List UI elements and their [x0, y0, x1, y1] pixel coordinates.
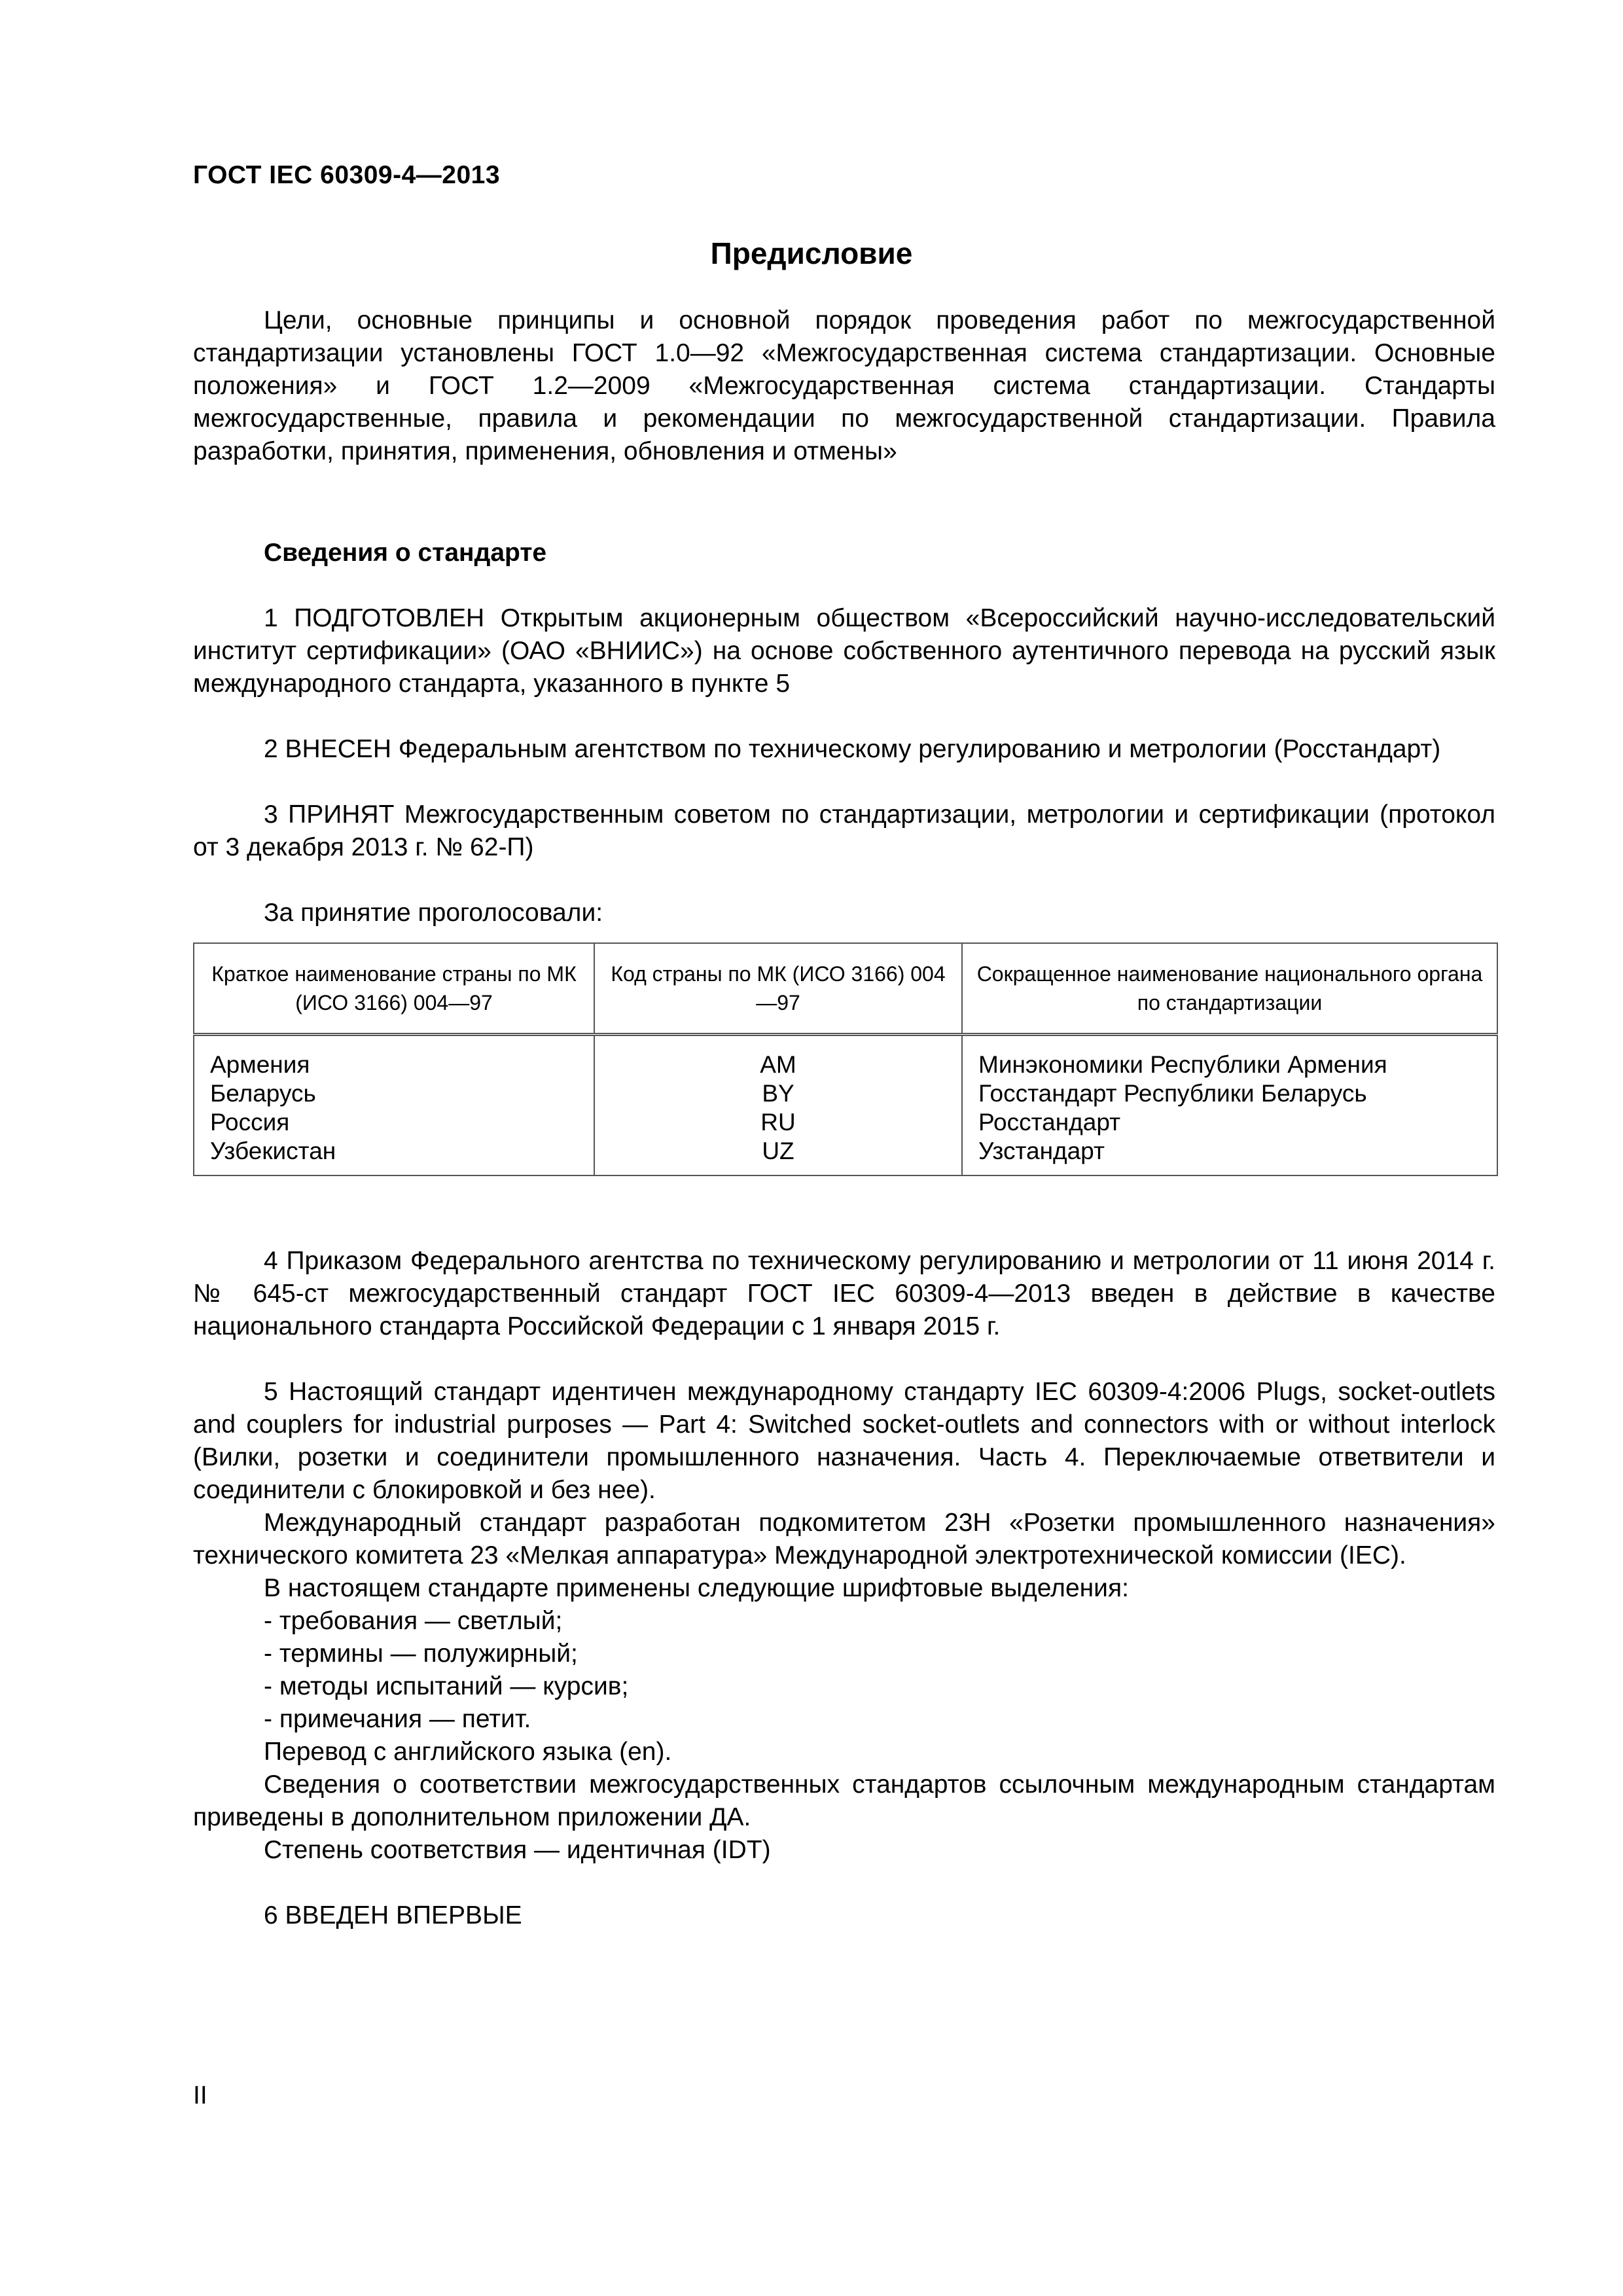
item-2-paragraph: 2 ВНЕСЕН Федеральным агентством по техническому регулированию и метрологии (Росстандарт) — [264, 735, 1441, 763]
table-header-code: Код страны по МК (ИСО 3166) 004—97 — [594, 943, 962, 1035]
item-5-committee: Международный стандарт разработан подкомитетом 23Н «Розетки промышленного назначения» технического комитета 23 «Мелкая аппаратура» Международной электротехнической комиссии (IEC). — [193, 1509, 1495, 1570]
document-id-header: ГОСТ IEC 60309-4—2013 — [193, 161, 501, 189]
item-3-paragraph: 3 ПРИНЯТ Межгосударственным советом по стандартизации, метрологии и сертификации (протокол от 3 декабря 2013 г. № 62-П) — [193, 800, 1495, 861]
table-cell-code: RU — [594, 1108, 962, 1137]
info-heading: Сведения о стандарте — [264, 539, 547, 567]
table-row — [194, 1137, 1497, 1175]
item-5-references: Сведения о соответствии межгосударственных стандартов ссылочным международным стандартам приведены в дополнительном приложении ДА. — [193, 1770, 1495, 1831]
table-row — [194, 1035, 1497, 1080]
table-cell-body: Госстандарт Республики Беларусь — [962, 1079, 1497, 1108]
item-5-conformity: Степень соответствия — идентичная (IDT) — [264, 1836, 771, 1864]
item-4-paragraph: 4 Приказом Федерального агентства по техническому регулированию и метрологии от 11 июня 2014 г. № 645-ст межгосударственный стандарт ГОСТ IEC 60309-4—2013 введен в действие в качестве национального стандарта Российской Федерации с 1 января 2015 г. — [193, 1247, 1495, 1340]
table-cell-body: Минэкономики Республики Армения — [962, 1035, 1497, 1080]
table-header-row — [194, 943, 1497, 1035]
table-cell-country: Беларусь — [194, 1079, 594, 1108]
table-cell-body: Узстандарт — [962, 1137, 1497, 1175]
table-header-country: Краткое наименование страны по МК (ИСО 3166) 004—97 — [194, 943, 594, 1035]
list-item: - термины — полужирный; — [264, 1640, 578, 1668]
item-5-paragraph: 5 Настоящий стандарт идентичен международному стандарту IEC 60309-4:2006 Plugs, socket-outlets and couplers for industrial purposes — Part 4: Switched socket-outlets and connectors with or without interlock (Вилки, розетки и соединители промышленного назначения. Часть 4. Переключаемые ответвители и соединители с блокировкой и без нее). — [193, 1378, 1495, 1504]
table-cell-country: Россия — [194, 1108, 594, 1137]
votes-intro: За принятие проголосовали: — [264, 899, 603, 927]
item-6-paragraph: 6 ВВЕДЕН ВПЕРВЫЕ — [264, 1901, 522, 1929]
votes-table — [193, 942, 1498, 1176]
item-5-fonts-intro: В настоящем стандарте применены следующие шрифтовые выделения: — [264, 1574, 1129, 1602]
table-row — [194, 1108, 1497, 1137]
list-item: - методы испытаний — курсив; — [264, 1672, 629, 1700]
table-header-body: Сокращенное наименование национального органа по стандартизации — [962, 943, 1497, 1035]
content-body — [193, 304, 1495, 1932]
page-title: Предисловие — [710, 236, 913, 270]
table-cell-body: Росстандарт — [962, 1108, 1497, 1137]
list-item: - примечания — петит. — [264, 1705, 531, 1733]
page-number: II — [193, 2081, 207, 2109]
table-cell-code: UZ — [594, 1137, 962, 1175]
table-cell-code: AM — [594, 1035, 962, 1080]
item-5-translation: Перевод с английского языка (en). — [264, 1738, 672, 1766]
table-cell-country: Армения — [194, 1035, 594, 1080]
table-row — [194, 1079, 1497, 1108]
item-1-paragraph: 1 ПОДГОТОВЛЕН Открытым акционерным обществом «Всероссийский научно-исследовательский институт сертификации» (ОАО «ВНИИС») на основе собственного аутентичного перевода на русский язык международного стандарта, указанного в пункте 5 — [193, 604, 1495, 698]
table-cell-code: BY — [594, 1079, 962, 1108]
intro-paragraph: Цели, основные принципы и основной порядок проведения работ по межгосударственной стандартизации установлены ГОСТ 1.0—92 «Межгосударственная система стандартизации. Основные положения» и ГОСТ 1.2—2009 «Межгосударственная система стандартизации. Стандарты межгосударственные, правила и рекомендации по межгосударственной стандартизации. Правила разработки, принятия, применения, обновления и отмены» — [193, 306, 1495, 465]
table-cell-country: Узбекистан — [194, 1137, 594, 1175]
list-item: - требования — светлый; — [264, 1607, 563, 1635]
